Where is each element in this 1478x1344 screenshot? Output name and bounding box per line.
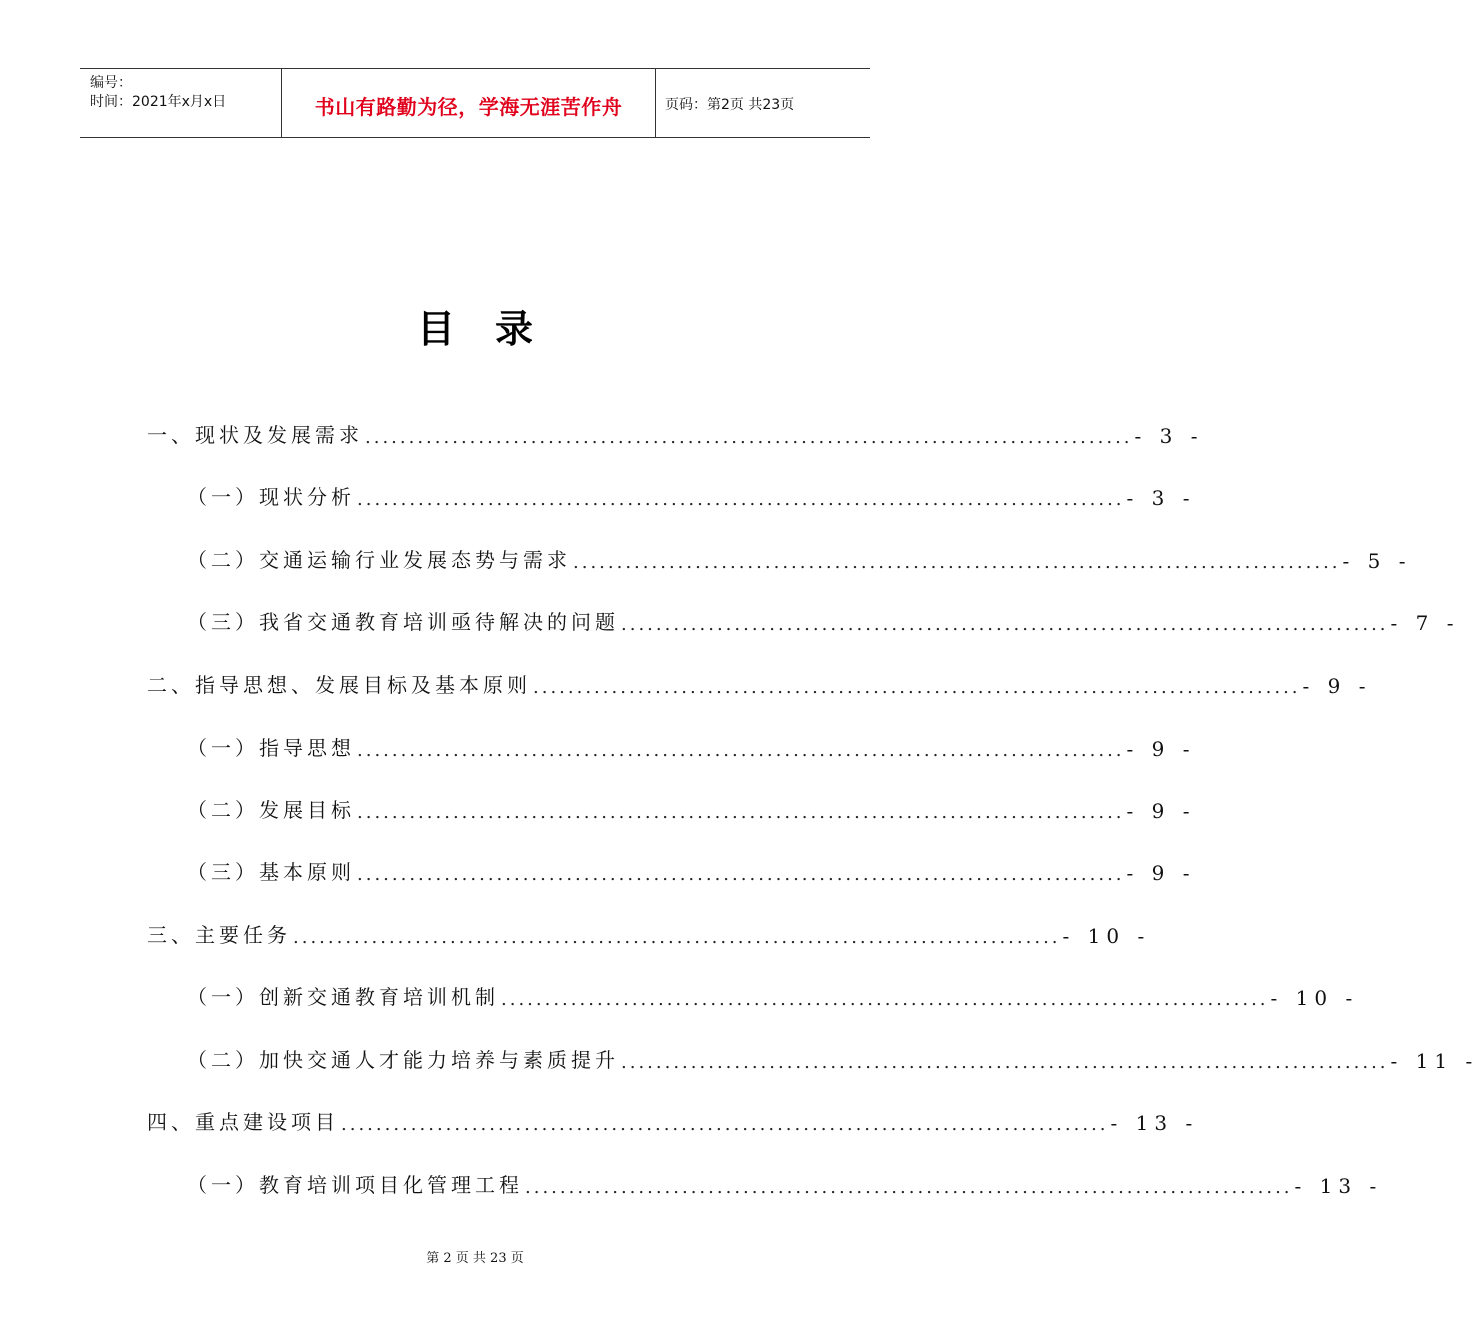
toc-entry[interactable] — [187, 855, 1196, 885]
header-page-cell — [655, 69, 870, 137]
toc-entry-label: （二）加快交通人才能力培养与素质提升 — [187, 1048, 619, 1072]
toc-leader: ........................................................................................ — [357, 802, 1125, 823]
toc-leader: ........................................................................................ — [621, 1052, 1389, 1073]
toc-entry-label: （三）基本原则 — [187, 860, 355, 884]
toc-entry[interactable] — [147, 918, 1151, 948]
toc-entry-page: - 9 - — [1126, 861, 1196, 885]
header-motto-cell — [281, 69, 656, 137]
toc-entry-page: - 10 - — [1270, 986, 1359, 1010]
toc-entry-page: - 7 - — [1390, 611, 1460, 635]
toc-leader: ........................................................................................ — [525, 1177, 1293, 1198]
toc-entry[interactable] — [187, 1043, 1478, 1073]
doc-time-label: 时间：2021年x月x日 — [90, 94, 227, 110]
toc-entry-label: （一）创新交通教育培训机制 — [187, 985, 499, 1009]
toc-entry-label: 一、现状及发展需求 — [147, 423, 363, 447]
page-title: 目录 — [416, 306, 573, 351]
toc-leader: ........................................................................................ — [341, 1114, 1109, 1135]
toc-leader: ........................................................................................ — [293, 927, 1061, 948]
toc-entry-page: - 13 - — [1294, 1174, 1383, 1198]
toc-leader: ........................................................................................ — [501, 989, 1269, 1010]
toc-entry[interactable] — [187, 480, 1196, 510]
toc-entry[interactable] — [187, 543, 1412, 573]
toc-entry-label: （三）我省交通教育培训亟待解决的问题 — [187, 610, 619, 634]
toc-entry-label: （一）指导思想 — [187, 736, 355, 760]
toc-entry[interactable] — [187, 980, 1359, 1010]
toc-entry-page: - 9 - — [1126, 799, 1196, 823]
page-footer: 第 2 页 共 23 页 — [426, 1251, 524, 1266]
toc-leader: ........................................................................................ — [357, 740, 1125, 761]
toc-entry[interactable] — [147, 668, 1372, 698]
toc-entry[interactable] — [187, 1168, 1383, 1198]
toc-leader: ........................................................................................ — [573, 552, 1341, 573]
header-meta-cell — [80, 69, 281, 137]
toc-entry-page: - 13 - — [1110, 1111, 1199, 1135]
toc-entry-label: 二、指导思想、发展目标及基本原则 — [147, 673, 531, 697]
toc-entry[interactable] — [187, 731, 1196, 761]
toc-entry-page: - 9 - — [1302, 674, 1372, 698]
toc-entry-label: （一）教育培训项目化管理工程 — [187, 1173, 523, 1197]
toc-entry-label: （二）发展目标 — [187, 798, 355, 822]
toc-entry-page: - 3 - — [1134, 424, 1204, 448]
toc-leader: ........................................................................................ — [533, 677, 1301, 698]
toc-entry-label: （一）现状分析 — [187, 485, 355, 509]
toc-entry-page: - 11 - — [1390, 1049, 1478, 1073]
toc-entry-page: - 10 - — [1062, 924, 1151, 948]
toc-leader: ........................................................................................ — [621, 614, 1389, 635]
doc-number-label: 编号： — [90, 75, 132, 91]
toc-entry-page: - 9 - — [1126, 737, 1196, 761]
toc-entry-label: 四、重点建设项目 — [147, 1110, 339, 1134]
toc-entry[interactable] — [147, 1105, 1199, 1135]
header-page-info: 页码：第2页 共23页 — [665, 97, 795, 113]
toc-entry-page: - 5 - — [1342, 549, 1412, 573]
toc-entry-label: 三、主要任务 — [147, 923, 291, 947]
toc-leader: ........................................................................................ — [365, 427, 1133, 448]
toc-entry[interactable] — [187, 605, 1460, 635]
toc-entry-label: （二）交通运输行业发展态势与需求 — [187, 548, 571, 572]
toc-leader: ........................................................................................ — [357, 864, 1125, 885]
header-motto: 书山有路勤为径，学海无涯苦作舟 — [314, 95, 623, 119]
document-header — [80, 68, 870, 138]
toc-leader: ........................................................................................ — [357, 489, 1125, 510]
toc-entry[interactable] — [147, 418, 1204, 448]
toc-entry-page: - 3 - — [1126, 486, 1196, 510]
toc-entry[interactable] — [187, 793, 1196, 823]
